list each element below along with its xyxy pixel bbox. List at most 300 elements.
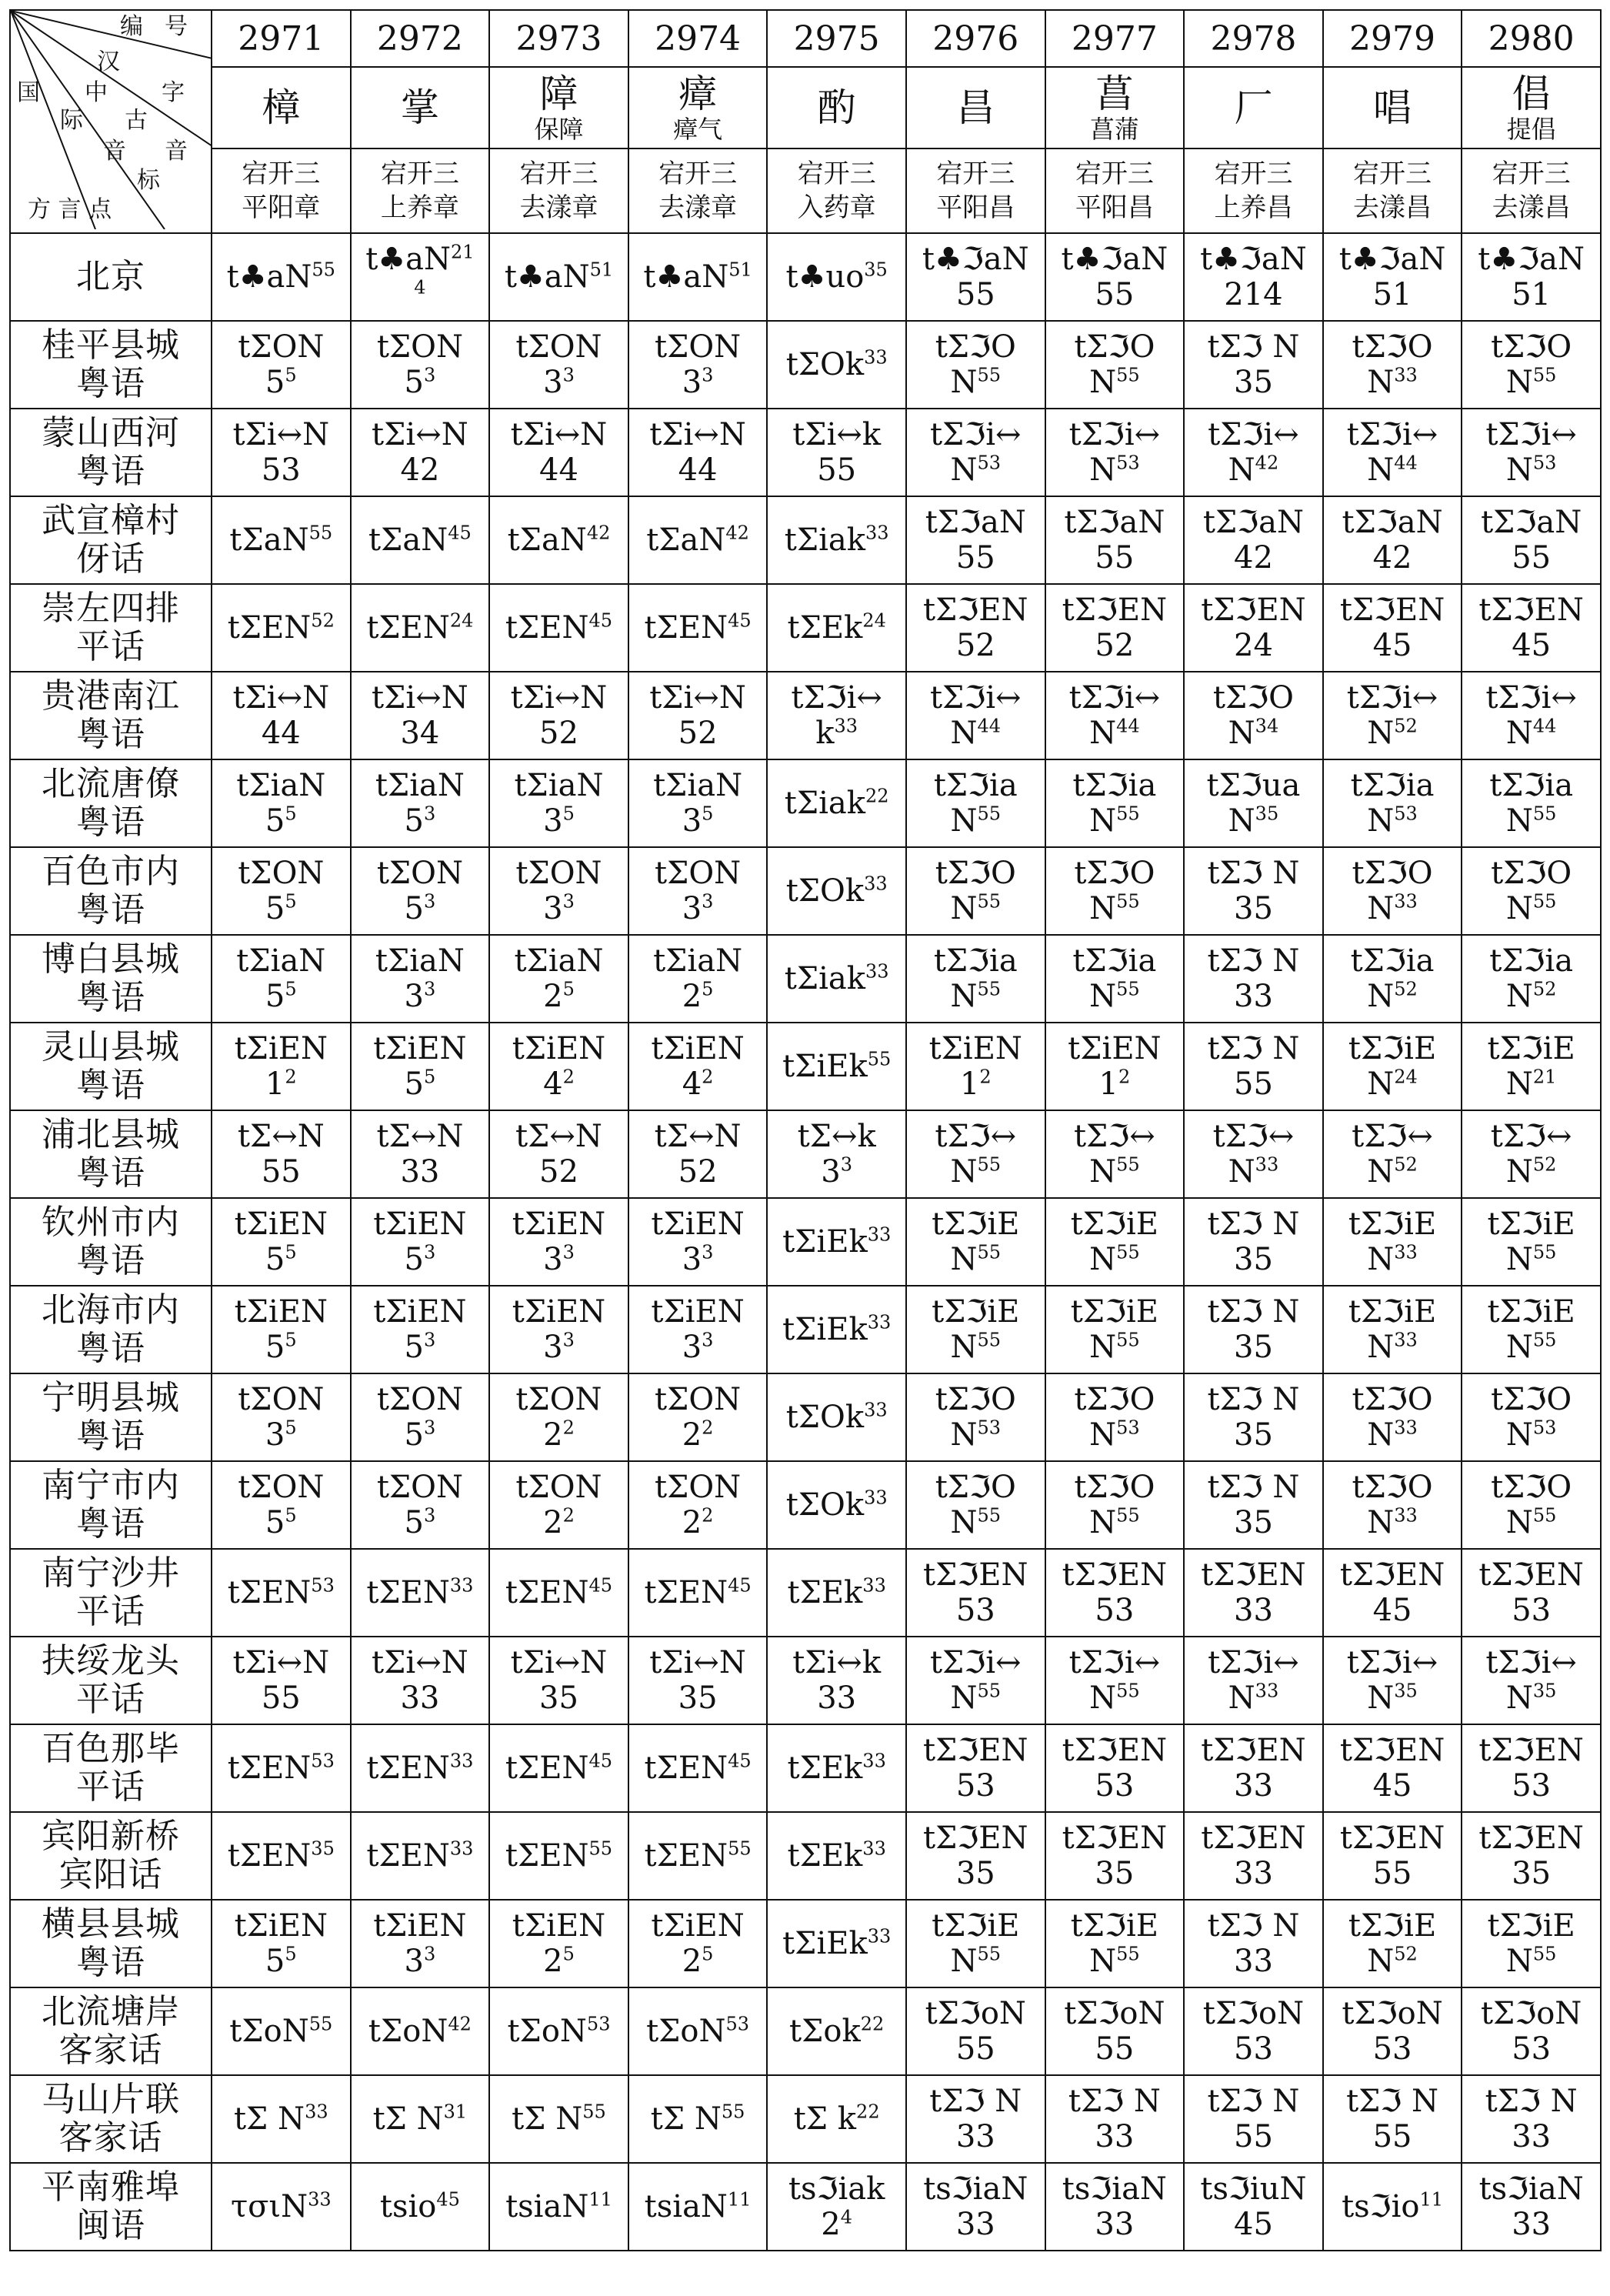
ipa-cell bbox=[489, 233, 628, 321]
ipa-base: t♣ℑaN 55 bbox=[1061, 242, 1168, 312]
ipa-base: t♣aN bbox=[226, 259, 312, 295]
ipa-cell bbox=[212, 672, 351, 759]
ipa-transcription bbox=[228, 610, 335, 646]
ipa-base: tΣℑEN 55 bbox=[1339, 1820, 1445, 1891]
ipa-base: tΣℑia N bbox=[933, 768, 1018, 839]
char-glyph: 唱 bbox=[1373, 85, 1412, 130]
ipa-base: tΣℑia N bbox=[1350, 943, 1435, 1014]
ipa-base: tΣℑ N 35 bbox=[1207, 856, 1300, 926]
ipa-base: tΣi↔N 44 bbox=[510, 417, 608, 488]
tone-value: 52 bbox=[1532, 1153, 1557, 1176]
ipa-transcription bbox=[1062, 2171, 1167, 2242]
corner-label-bian: 编 bbox=[120, 13, 143, 40]
ipa-base: tsℑio bbox=[1342, 2189, 1420, 2224]
dialect-point-label: 南宁市内 粤语 bbox=[42, 1466, 180, 1543]
ipa-transcription bbox=[1491, 1470, 1572, 1540]
ipa-transcription bbox=[377, 856, 463, 926]
ipa-transcription bbox=[505, 610, 612, 646]
char-heading bbox=[1462, 67, 1601, 149]
ipa-transcription bbox=[373, 2101, 468, 2137]
ipa-base: tΣℑEN 53 bbox=[1062, 1733, 1168, 1804]
ipa-base: tΣEN bbox=[644, 1575, 728, 1610]
ipa-transcription bbox=[649, 1645, 746, 1716]
ipa-transcription bbox=[930, 680, 1022, 751]
mc-line: 宕开三 bbox=[1492, 159, 1571, 189]
ipa-transcription bbox=[1068, 1031, 1161, 1102]
ipa-base: tΣℑoN 53 bbox=[1342, 1996, 1443, 2067]
ipa-base: tΣiaN 3 bbox=[375, 943, 465, 1014]
char-heading bbox=[1184, 67, 1323, 149]
tone-value: 55 bbox=[588, 1837, 613, 1860]
ipa-base: tΣℑoN 55 bbox=[1064, 1996, 1165, 2067]
ipa-base: tΣℑO N bbox=[1074, 329, 1155, 400]
middle-chinese-category bbox=[351, 149, 490, 233]
ipa-transcription bbox=[935, 329, 1016, 400]
ipa-transcription bbox=[1340, 1733, 1445, 1804]
ipa-cell bbox=[212, 1286, 351, 1373]
dialect-point bbox=[10, 1023, 212, 1110]
tone-value: 24 bbox=[449, 609, 474, 632]
ipa-base: tΣiEN 5 bbox=[373, 1206, 467, 1277]
tone-value: 44 bbox=[1394, 452, 1418, 474]
ipa-transcription bbox=[651, 1294, 744, 1365]
ipa-cell bbox=[767, 1023, 906, 1110]
ipa-base: tΣoN bbox=[368, 2014, 448, 2049]
ipa-transcription bbox=[1340, 1820, 1445, 1891]
ipa-base: tΣEN bbox=[644, 1838, 728, 1874]
ipa-base: tΣON 5 bbox=[238, 329, 325, 400]
ipa-transcription bbox=[1347, 1645, 1438, 1716]
ipa-base: tΣℑiE N bbox=[1070, 1206, 1158, 1277]
ipa-transcription bbox=[235, 1908, 328, 1979]
tone-value: 33 bbox=[862, 1837, 886, 1860]
ipa-cell bbox=[1323, 233, 1462, 321]
ipa-cell bbox=[1045, 321, 1185, 409]
ipa-base: tΣEk bbox=[787, 1750, 863, 1786]
tone-value: 33 bbox=[864, 346, 888, 369]
ipa-transcription bbox=[1208, 417, 1299, 488]
ipa-base: tΣi↔N 44 bbox=[649, 417, 746, 488]
ipa-transcription bbox=[511, 680, 608, 751]
ipa-base: tsℑiaN 33 bbox=[923, 2171, 1028, 2242]
tone-value: 5 bbox=[285, 1943, 297, 1965]
tone-value: 2 bbox=[702, 1504, 714, 1527]
tone-value: 5 bbox=[285, 364, 297, 386]
ipa-transcription bbox=[1491, 1382, 1572, 1453]
ipa-cell bbox=[1323, 321, 1462, 409]
dialect-point bbox=[10, 233, 212, 321]
ipa-cell bbox=[351, 1637, 490, 1724]
ipa-base: tΣiaN 5 bbox=[236, 768, 326, 839]
ipa-transcription bbox=[923, 1557, 1028, 1628]
dialect-point-label: 蒙山西河 粤语 bbox=[42, 413, 180, 491]
ipa-base: tΣOk bbox=[785, 873, 865, 909]
tone-value: 53 bbox=[586, 2013, 611, 2035]
table-row bbox=[10, 847, 1601, 935]
ipa-cell bbox=[1184, 1286, 1323, 1373]
tone-value: 33 bbox=[1394, 1329, 1418, 1351]
ipa-cell bbox=[1462, 1900, 1601, 1987]
ipa-cell bbox=[489, 935, 628, 1023]
ipa-cell bbox=[767, 1549, 906, 1637]
ipa-transcription bbox=[655, 856, 741, 926]
ipa-base: tΣℑiE N bbox=[932, 1294, 1020, 1365]
ipa-base: tΣON 2 bbox=[515, 1470, 602, 1540]
ipa-cell bbox=[489, 1023, 628, 1110]
dialect-point bbox=[10, 1373, 212, 1461]
ipa-transcription bbox=[1203, 505, 1304, 576]
ipa-base: tΣiEN 2 bbox=[512, 1908, 606, 1979]
ipa-cell bbox=[489, 1198, 628, 1286]
tone-value: 53 bbox=[977, 452, 1002, 474]
ipa-cell bbox=[767, 847, 906, 935]
tone-value: 33 bbox=[865, 960, 889, 983]
tone-value: 3 bbox=[562, 364, 575, 386]
middle-chinese-category bbox=[906, 149, 1045, 233]
ipa-base: tΣℑO N bbox=[1352, 329, 1433, 400]
char-example-word: 瘴气 bbox=[673, 115, 723, 144]
ipa-cell bbox=[906, 1461, 1045, 1549]
ipa-cell bbox=[1462, 847, 1601, 935]
ipa-cell bbox=[906, 321, 1045, 409]
tone-value: 55 bbox=[1532, 364, 1557, 386]
tone-value: 55 bbox=[977, 890, 1002, 913]
ipa-cell bbox=[906, 1637, 1045, 1724]
ipa-base: tΣ↔N 52 bbox=[654, 1119, 742, 1190]
ipa-base: tΣEN bbox=[227, 1838, 312, 1874]
ipa-transcription bbox=[377, 1470, 463, 1540]
dialect-point bbox=[10, 1900, 212, 1987]
middle-chinese-category bbox=[628, 149, 768, 233]
ipa-transcription bbox=[514, 943, 603, 1014]
tone-value: 5 bbox=[562, 1943, 575, 1965]
ipa-base: tΣON 3 bbox=[238, 1382, 325, 1453]
table-row bbox=[10, 1198, 1601, 1286]
ipa-cell bbox=[1184, 672, 1323, 759]
ipa-base: tΣ↔k 3 bbox=[797, 1119, 876, 1190]
ipa-base: tΣℑEN 45 bbox=[1339, 592, 1445, 663]
ipa-cell bbox=[767, 1110, 906, 1198]
tone-value: 5 bbox=[702, 978, 714, 1000]
ipa-base: tΣℑ N 33 bbox=[1207, 943, 1300, 1014]
tone-value: 55 bbox=[308, 2013, 333, 2035]
ipa-transcription bbox=[511, 1645, 608, 1716]
ipa-cell bbox=[628, 1812, 768, 1900]
char-glyph: 瘴 bbox=[678, 72, 718, 116]
ipa-base: tΣEN bbox=[227, 1575, 312, 1610]
ipa-cell bbox=[1323, 1373, 1462, 1461]
ipa-transcription bbox=[235, 1206, 328, 1277]
ipa-transcription bbox=[923, 1820, 1028, 1891]
ipa-cell bbox=[489, 847, 628, 935]
ipa-base: tΣi↔N 52 bbox=[510, 680, 608, 751]
ipa-cell bbox=[1462, 496, 1601, 584]
ipa-transcription bbox=[1207, 329, 1299, 400]
dialect-point-label: 崇左四排 平话 bbox=[42, 589, 180, 666]
tone-value: 3 bbox=[840, 1153, 853, 1176]
ipa-transcription bbox=[1479, 2171, 1584, 2242]
tone-value: 55 bbox=[1116, 364, 1140, 386]
ipa-cell bbox=[351, 1461, 490, 1549]
ipa-cell bbox=[628, 935, 768, 1023]
ipa-cell bbox=[1462, 409, 1601, 496]
dialect-point bbox=[10, 584, 212, 672]
ipa-base: tΣON 5 bbox=[376, 1470, 463, 1540]
ipa-transcription bbox=[1339, 242, 1446, 312]
ipa-base: tΣℑO N bbox=[935, 856, 1016, 926]
ipa-cell bbox=[628, 1286, 768, 1373]
table-row bbox=[10, 759, 1601, 847]
ipa-base: tΣiEk bbox=[782, 1224, 868, 1260]
ipa-transcription bbox=[1485, 417, 1577, 488]
ipa-cell bbox=[351, 321, 490, 409]
ipa-transcription bbox=[1207, 856, 1299, 926]
ipa-transcription bbox=[228, 1838, 335, 1874]
ipa-transcription bbox=[791, 680, 882, 751]
ipa-cell bbox=[1045, 1110, 1185, 1198]
tone-value: 33 bbox=[1255, 1153, 1279, 1176]
ipa-base: tΣi↔N 42 bbox=[372, 417, 468, 488]
ipa-cell bbox=[1323, 935, 1462, 1023]
char-number: 2974 bbox=[628, 10, 768, 67]
ipa-base: tΣiEN 2 bbox=[651, 1908, 745, 1979]
ipa-cell bbox=[1184, 321, 1323, 409]
tone-value: 55 bbox=[312, 259, 335, 281]
ipa-transcription bbox=[1207, 943, 1299, 1014]
ipa-transcription bbox=[238, 1470, 324, 1540]
ipa-cell bbox=[906, 847, 1045, 935]
tone-value: 5 bbox=[285, 1329, 297, 1351]
ipa-transcription bbox=[792, 417, 881, 488]
ipa-base: tΣON 5 bbox=[238, 1470, 325, 1540]
char-number: 2973 bbox=[489, 10, 628, 67]
tone-value: 5 bbox=[285, 1504, 297, 1527]
ipa-transcription bbox=[798, 1119, 876, 1190]
ipa-transcription bbox=[1352, 1119, 1433, 1190]
ipa-cell bbox=[1045, 1812, 1185, 1900]
ipa-cell bbox=[351, 1812, 490, 1900]
ipa-base: tΣEN bbox=[227, 1750, 312, 1786]
ipa-transcription bbox=[380, 2189, 460, 2224]
ipa-base: tΣ↔N 55 bbox=[237, 1119, 325, 1190]
ipa-cell bbox=[767, 1373, 906, 1461]
ipa-transcription bbox=[231, 2189, 332, 2224]
tone-value: 2 bbox=[285, 1066, 297, 1088]
tone-value: 33 bbox=[1394, 1241, 1418, 1263]
tone-value: 53 bbox=[311, 1750, 335, 1772]
ipa-transcription bbox=[1342, 505, 1443, 576]
tone-value: 3 bbox=[423, 1504, 436, 1527]
ipa-cell bbox=[906, 1987, 1045, 2075]
ipa-transcription bbox=[238, 1382, 324, 1453]
ipa-cell bbox=[351, 2075, 490, 2163]
ipa-base: tΣℑEN 35 bbox=[923, 1820, 1028, 1891]
tone-value: 53 bbox=[311, 1574, 335, 1597]
ipa-cell bbox=[489, 1110, 628, 1198]
ipa-transcription bbox=[228, 1575, 335, 1610]
ipa-cell bbox=[1184, 1637, 1323, 1724]
tone-value: 55 bbox=[582, 2101, 606, 2123]
ipa-transcription bbox=[935, 1470, 1016, 1540]
middle-chinese-category bbox=[1323, 149, 1462, 233]
ipa-base: tΣℑO N bbox=[1491, 856, 1572, 926]
dialect-point bbox=[10, 1198, 212, 1286]
ipa-base: tΣiak bbox=[784, 961, 866, 996]
ipa-base: tΣaN bbox=[229, 522, 309, 558]
ipa-transcription bbox=[1062, 1733, 1167, 1804]
corner-label-han: 汉 bbox=[97, 48, 120, 75]
ipa-base: tΣℑO N bbox=[1352, 856, 1433, 926]
ipa-cell bbox=[212, 321, 351, 409]
tone-value: 35 bbox=[311, 1837, 335, 1860]
tone-value: 3 bbox=[702, 890, 714, 913]
ipa-transcription bbox=[373, 1908, 466, 1979]
ipa-cell bbox=[1323, 1198, 1462, 1286]
ipa-base: tΣiEk bbox=[782, 1049, 868, 1084]
ipa-base: tΣEk bbox=[787, 610, 863, 646]
tone-value: 33 bbox=[1255, 1680, 1279, 1702]
char-glyph: 樟 bbox=[262, 85, 301, 130]
tone-value: 55 bbox=[867, 1048, 892, 1070]
ipa-transcription bbox=[505, 1575, 612, 1610]
ipa-cell bbox=[1323, 1900, 1462, 1987]
ipa-base: tΣEk bbox=[787, 1575, 863, 1610]
ipa-cell bbox=[767, 1286, 906, 1373]
ipa-cell bbox=[212, 1900, 351, 1987]
ipa-cell bbox=[212, 1023, 351, 1110]
ipa-transcription bbox=[515, 856, 602, 926]
mc-line: 入药章 bbox=[797, 192, 876, 223]
ipa-transcription bbox=[1348, 1031, 1436, 1102]
ipa-base: tsℑiak 2 bbox=[788, 2171, 885, 2242]
tone-value: 55 bbox=[1532, 1241, 1557, 1263]
ipa-transcription bbox=[651, 2101, 745, 2137]
ipa-transcription bbox=[651, 1908, 744, 1979]
ipa-base: tΣℑO N bbox=[1491, 1382, 1572, 1453]
char-number: 2972 bbox=[351, 10, 490, 67]
ipa-transcription bbox=[1062, 1557, 1167, 1628]
dialect-point-label: 武宣樟村 伢话 bbox=[42, 501, 180, 579]
dialect-point bbox=[10, 1724, 212, 1812]
ipa-base: tΣℑEN 52 bbox=[1062, 592, 1168, 663]
ipa-base: tΣℑ N 35 bbox=[1207, 329, 1300, 400]
ipa-base: tΣiaN 2 bbox=[653, 943, 743, 1014]
ipa-transcription bbox=[1340, 1557, 1445, 1628]
char-example-word: 菖蒲 bbox=[1089, 115, 1139, 144]
ipa-cell bbox=[628, 321, 768, 409]
ipa-base: tΣℑi↔ N bbox=[929, 417, 1022, 488]
mc-line: 宕开三 bbox=[658, 159, 738, 189]
ipa-transcription bbox=[1481, 505, 1582, 576]
ipa-cell bbox=[1323, 672, 1462, 759]
ipa-cell bbox=[212, 1724, 351, 1812]
corner-label-hao: 号 bbox=[165, 13, 188, 40]
tone-value: 33 bbox=[864, 1399, 888, 1421]
table-row bbox=[10, 935, 1601, 1023]
ipa-base: tΣ↔N 52 bbox=[515, 1119, 602, 1190]
ipa-transcription bbox=[651, 1206, 744, 1277]
tone-value: 11 bbox=[727, 2188, 752, 2211]
ipa-cell bbox=[212, 2163, 351, 2251]
tone-value: 3 bbox=[702, 364, 714, 386]
tone-value: 3 bbox=[423, 890, 436, 913]
tone-value: 4 bbox=[840, 2206, 853, 2228]
ipa-base: tΣON 3 bbox=[515, 856, 602, 926]
ipa-transcription bbox=[1069, 417, 1161, 488]
table-row bbox=[10, 1373, 1601, 1461]
ipa-base: tΣℑiE N bbox=[932, 1908, 1020, 1979]
tone-value: 5 bbox=[285, 890, 297, 913]
table-row bbox=[10, 1023, 1601, 1110]
ipa-cell bbox=[628, 1987, 768, 2075]
ipa-transcription bbox=[1201, 1557, 1305, 1628]
table-row bbox=[10, 1987, 1601, 2075]
ipa-transcription bbox=[1489, 943, 1573, 1014]
tone-value: 35 bbox=[1255, 803, 1279, 825]
ipa-base: tΣaN bbox=[646, 522, 726, 558]
ipa-base: tΣi↔N 34 bbox=[372, 680, 468, 751]
ipa-transcription bbox=[1074, 1470, 1155, 1540]
tone-value: 45 bbox=[728, 609, 752, 632]
ipa-base: tΣi↔N 55 bbox=[232, 1645, 330, 1716]
ipa-cell bbox=[628, 1724, 768, 1812]
corner-label-guo: 国 bbox=[17, 79, 40, 106]
ipa-base: tΣiEN 5 bbox=[234, 1908, 328, 1979]
ipa-transcription bbox=[645, 1838, 752, 1874]
ipa-transcription bbox=[794, 2101, 880, 2137]
ipa-transcription bbox=[1074, 1119, 1155, 1190]
ipa-cell bbox=[628, 672, 768, 759]
ipa-cell bbox=[1462, 584, 1601, 672]
ipa-base: tΣ N bbox=[650, 2101, 722, 2137]
tone-value: 33 bbox=[1394, 890, 1418, 913]
char-heading bbox=[489, 67, 628, 149]
tone-value: 55 bbox=[1532, 1329, 1557, 1351]
ipa-transcription bbox=[932, 1294, 1019, 1365]
ipa-cell bbox=[351, 2163, 490, 2251]
ipa-transcription bbox=[1064, 1996, 1165, 2067]
tone-value: 5 bbox=[285, 803, 297, 825]
ipa-base: tΣℑO N bbox=[935, 1470, 1016, 1540]
ipa-transcription bbox=[1351, 768, 1435, 839]
tone-value: 45 bbox=[436, 2188, 460, 2211]
tone-value: 33 bbox=[867, 1311, 892, 1333]
ipa-transcription bbox=[1478, 1557, 1583, 1628]
tone-value: 45 bbox=[588, 609, 613, 632]
ipa-base: tΣℑi↔ N bbox=[1068, 417, 1161, 488]
ipa-base: tΣoN bbox=[229, 2014, 309, 2049]
ipa-cell bbox=[212, 1110, 351, 1198]
char-heading bbox=[767, 67, 906, 149]
dialect-point bbox=[10, 321, 212, 409]
ipa-base: t♣aN bbox=[365, 242, 451, 277]
ipa-cell bbox=[628, 1461, 768, 1549]
corner-label-biao: 标 bbox=[137, 167, 160, 194]
ipa-base: tΣℑia N bbox=[933, 943, 1018, 1014]
ipa-transcription bbox=[649, 417, 746, 488]
ipa-base: tΣEN bbox=[644, 1750, 728, 1786]
ipa-cell bbox=[489, 1637, 628, 1724]
tone-value: 3 bbox=[702, 1329, 714, 1351]
ipa-cell bbox=[1462, 759, 1601, 847]
ipa-transcription bbox=[935, 1382, 1016, 1453]
ipa-base: tΣℑiE N bbox=[1487, 1908, 1575, 1979]
tone-value: 5 bbox=[285, 978, 297, 1000]
tone-value: 44 bbox=[1532, 715, 1557, 737]
ipa-transcription bbox=[372, 680, 468, 751]
ipa-cell bbox=[1184, 759, 1323, 847]
ipa-base: tΣON 2 bbox=[655, 1382, 742, 1453]
